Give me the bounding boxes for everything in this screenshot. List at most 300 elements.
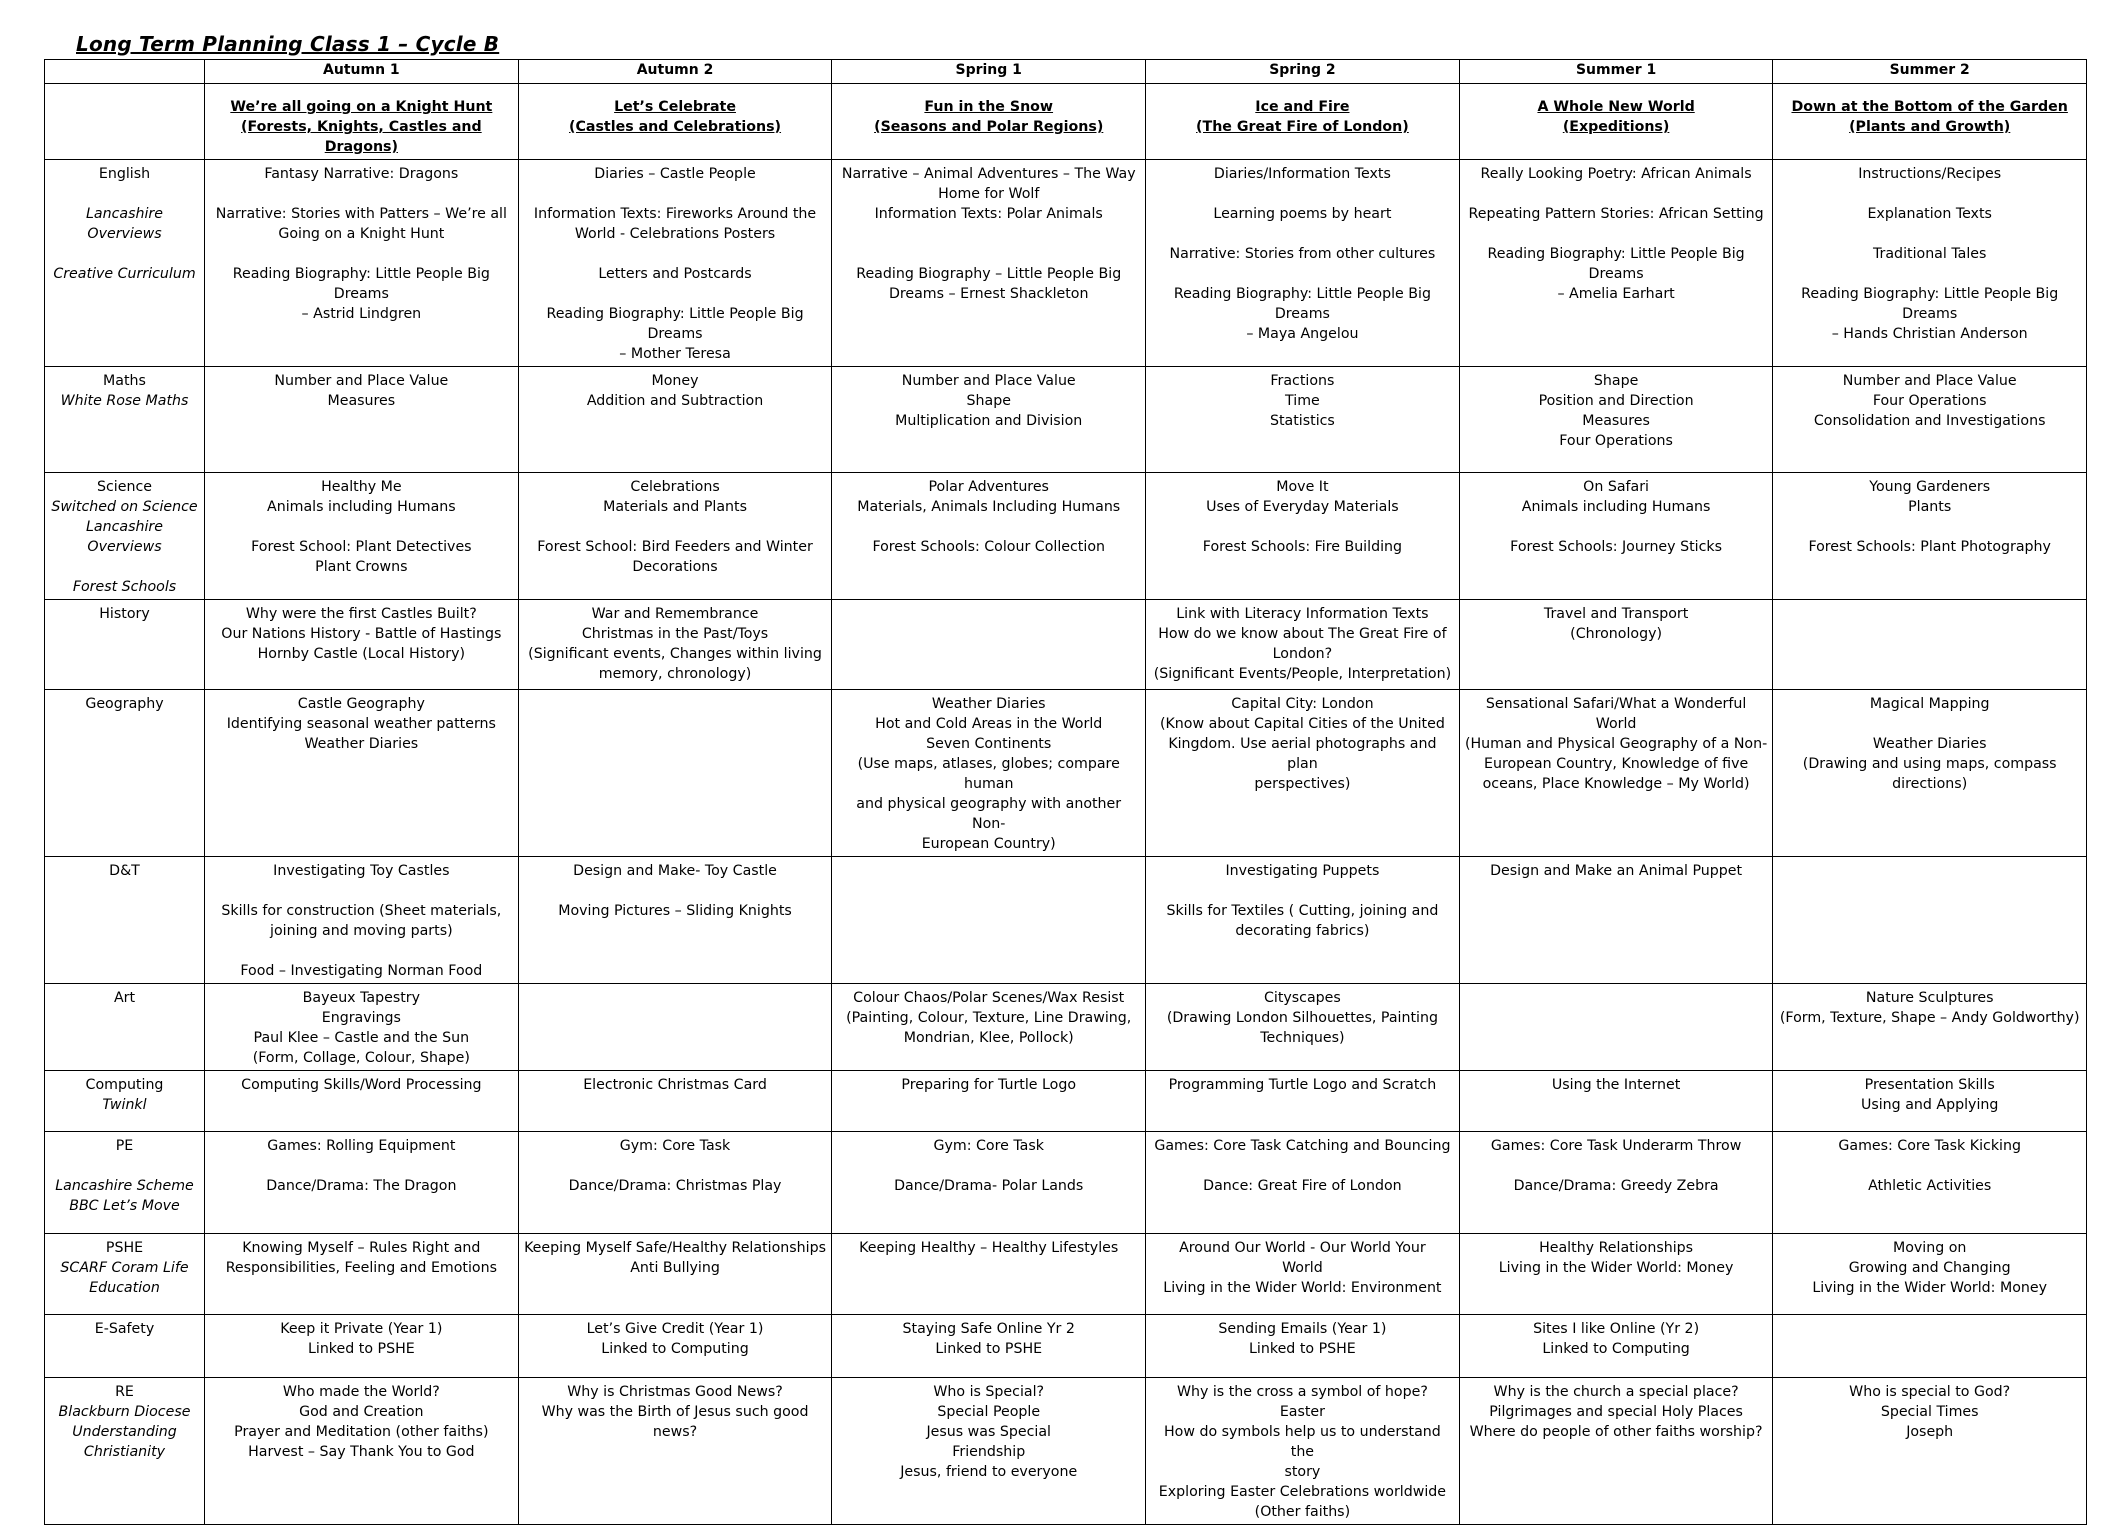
plan-cell-line: Narrative: Stories with Patters – We’re all	[215, 206, 507, 222]
subject-row	[45, 984, 2087, 1071]
plan-cell	[1773, 1315, 2087, 1378]
plan-cell-line: Who is Special?	[933, 1384, 1045, 1400]
plan-cell	[1773, 473, 2087, 600]
plan-cell-line: Christmas in the Past/Toys	[581, 626, 769, 642]
subject-subtitle: Switched on Science	[51, 499, 198, 515]
subject-row	[45, 367, 2087, 473]
theme-title: Ice and Fire	[1255, 99, 1350, 115]
plan-cell-line: (Significant Events/People, Interpretation)	[1153, 666, 1452, 682]
plan-cell-line: (Drawing and using maps, compass	[1802, 756, 2057, 772]
plan-cell-line: Information Texts: Fireworks Around the	[533, 206, 817, 222]
subject-name: PE	[115, 1138, 134, 1154]
plan-cell-line: Linked to Computing	[1542, 1341, 1690, 1357]
plan-cell-line: Uses of Everyday Materials	[1206, 499, 1399, 515]
line-gap	[837, 224, 1140, 244]
plan-cell	[832, 473, 1146, 600]
subject-subtitle: Understanding	[72, 1424, 177, 1440]
plan-cell-line: Knowing Myself – Rules Right and	[242, 1240, 481, 1256]
plan-cell	[1146, 1315, 1460, 1378]
plan-cell-line: oceans, Place Knowledge – My World)	[1482, 776, 1750, 792]
plan-cell-line: Capital City: London	[1231, 696, 1374, 712]
theme-title: A Whole New World	[1537, 99, 1695, 115]
plan-cell-line: European Country, Knowledge of five	[1483, 756, 1749, 772]
planning-table	[44, 59, 2087, 1525]
plan-cell-line: Linked to PSHE	[935, 1341, 1043, 1357]
plan-cell	[1146, 1132, 1460, 1234]
plan-cell	[1773, 1378, 2087, 1525]
plan-cell-line: Linked to Computing	[601, 1341, 749, 1357]
plan-cell-line: Traditional Tales	[1872, 246, 1987, 262]
plan-cell-line: Special People	[937, 1404, 1041, 1420]
plan-cell-line: Weather Diaries	[1872, 736, 1987, 752]
plan-cell-line: Shape	[1593, 373, 1639, 389]
plan-cell-line: Computing Skills/Word Processing	[241, 1077, 482, 1093]
plan-cell-line: Pilgrimages and special Holy Places	[1489, 1404, 1743, 1420]
plan-cell-line: Dreams – Ernest Shackleton	[888, 286, 1089, 302]
plan-cell-line: Four Operations	[1559, 433, 1673, 449]
theme-title: Fun in the Snow	[924, 99, 1054, 115]
plan-cell-line: (Drawing London Silhouettes, Painting	[1166, 1010, 1438, 1026]
plan-cell-line: Why is Christmas Good News?	[567, 1384, 783, 1400]
plan-cell-line: Reading Biography: Little People Big Dreams	[1801, 286, 2059, 322]
plan-cell-line: Colour Chaos/Polar Scenes/Wax Resist	[853, 990, 1125, 1006]
plan-cell-line: story	[1284, 1464, 1321, 1480]
plan-cell	[1146, 1071, 1460, 1132]
theme-title: (Expeditions)	[1562, 119, 1670, 135]
plan-cell-line: Weather Diaries	[931, 696, 1046, 712]
plan-cell-line: Forest Schools: Fire Building	[1202, 539, 1403, 555]
line-gap	[524, 881, 827, 901]
plan-cell-line: Dance/Drama: The Dragon	[266, 1178, 457, 1194]
plan-cell	[1773, 690, 2087, 857]
subject-row	[45, 690, 2087, 857]
plan-cell-line: On Safari	[1583, 479, 1650, 495]
plan-cell-line: Living in the Wider World: Money	[1498, 1260, 1734, 1276]
plan-cell-line: Information Texts: Polar Animals	[874, 206, 1103, 222]
plan-cell-line: Really Looking Poetry: African Animals	[1480, 166, 1752, 182]
plan-cell-line: Materials, Animals Including Humans	[857, 499, 1121, 515]
plan-cell	[1146, 857, 1460, 984]
term-header-row	[45, 60, 2087, 84]
line-gap	[210, 1156, 513, 1176]
subject-cell	[45, 600, 205, 690]
subject-subtitle: White Rose Maths	[60, 393, 189, 409]
plan-cell-line: Diaries/Information Texts	[1213, 166, 1391, 182]
plan-cell-line: Who made the World?	[282, 1384, 440, 1400]
plan-cell	[1146, 600, 1460, 690]
subject-row	[45, 600, 2087, 690]
plan-cell-line: memory, chronology)	[598, 666, 752, 682]
plan-cell-line: Special Times	[1880, 1404, 1979, 1420]
plan-cell	[832, 160, 1146, 367]
plan-cell	[832, 984, 1146, 1071]
plan-cell-line: Seven Continents	[926, 736, 1052, 752]
line-gap	[1151, 264, 1454, 284]
plan-cell	[1459, 160, 1773, 367]
line-gap	[524, 1156, 827, 1176]
plan-cell	[1773, 367, 2087, 473]
theme-title: We’re all going on a Knight Hunt	[230, 99, 493, 115]
line-gap	[50, 184, 199, 204]
subject-row	[45, 1234, 2087, 1315]
plan-cell	[205, 1378, 519, 1525]
plan-cell-line: Investigating Toy Castles	[273, 863, 450, 879]
plan-cell-line: Friendship	[952, 1444, 1026, 1460]
theme-cell	[1773, 84, 2087, 160]
line-gap	[1778, 264, 2081, 284]
plan-cell	[832, 1234, 1146, 1315]
subject-cell	[45, 367, 205, 473]
plan-cell-line: Link with Literacy Information Texts	[1176, 606, 1429, 622]
plan-cell-line: Skills for construction (Sheet materials,	[221, 903, 502, 919]
plan-cell	[1146, 984, 1460, 1071]
line-gap	[50, 557, 199, 577]
subject-cell	[45, 1132, 205, 1234]
plan-cell-line: Athletic Activities	[1868, 1178, 1992, 1194]
plan-cell-line: (Significant events, Changes within living	[528, 646, 822, 662]
plan-cell	[832, 367, 1146, 473]
plan-cell-line: Hot and Cold Areas in the World	[875, 716, 1103, 732]
plan-cell-line: Instructions/Recipes	[1858, 166, 2002, 182]
plan-cell-line: Food – Investigating Norman Food	[240, 963, 483, 979]
plan-cell	[1773, 1071, 2087, 1132]
term-header: Autumn 2	[518, 60, 832, 84]
line-gap	[1151, 184, 1454, 204]
line-gap	[1151, 224, 1454, 244]
plan-cell-line: Measures	[327, 393, 396, 409]
subject-name: History	[99, 606, 150, 622]
plan-cell-line: European Country)	[921, 836, 1056, 852]
plan-cell-line: (Use maps, atlases, globes; compare human	[857, 756, 1120, 792]
page-title: Long Term Planning Class 1 – Cycle B	[76, 32, 500, 56]
plan-cell-line: War and Remembrance	[591, 606, 759, 622]
plan-cell-line: Cityscapes	[1263, 990, 1341, 1006]
plan-cell	[205, 1071, 519, 1132]
plan-cell-line: Young Gardeners	[1869, 479, 1991, 495]
plan-cell-line: Games: Core Task Underarm Throw	[1490, 1138, 1742, 1154]
plan-cell-line: Skills for Textiles ( Cutting, joining and	[1166, 903, 1439, 919]
plan-cell	[205, 1315, 519, 1378]
plan-cell	[1773, 600, 2087, 690]
subject-cell	[45, 857, 205, 984]
plan-cell-line: decorating fabrics)	[1235, 923, 1370, 939]
plan-cell-line: Engravings	[321, 1010, 401, 1026]
plan-cell-line: (Chronology)	[1570, 626, 1663, 642]
plan-cell-line: Position and Direction	[1538, 393, 1694, 409]
plan-cell-line: Keeping Myself Safe/Healthy Relationships	[524, 1240, 826, 1256]
subject-row	[45, 473, 2087, 600]
plan-cell	[1773, 160, 2087, 367]
plan-cell-line: Jesus was Special	[926, 1424, 1051, 1440]
plan-cell	[518, 367, 832, 473]
plan-cell-line: Gym: Core Task	[619, 1138, 731, 1154]
plan-cell-line: (Other faiths)	[1254, 1504, 1351, 1520]
plan-cell-line: Mondrian, Klee, Pollock)	[903, 1030, 1074, 1046]
plan-cell-line: – Mother Teresa	[619, 346, 731, 362]
plan-cell-line: Growing and Changing	[1848, 1260, 2011, 1276]
plan-cell-line: news?	[652, 1424, 698, 1440]
plan-cell-line: Measures	[1582, 413, 1650, 429]
plan-cell-line: Addition and Subtraction	[586, 393, 764, 409]
plan-cell	[205, 600, 519, 690]
theme-title: Down at the Bottom of the Garden	[1791, 99, 2068, 115]
plan-cell	[832, 1071, 1146, 1132]
plan-cell-line: Nature Sculptures	[1865, 990, 1994, 1006]
plan-cell	[205, 160, 519, 367]
plan-cell	[1459, 857, 1773, 984]
plan-cell-line: Moving Pictures – Sliding Knights	[558, 903, 792, 919]
plan-cell-line: Fractions	[1270, 373, 1335, 389]
plan-cell-line: Keep it Private (Year 1)	[280, 1321, 443, 1337]
plan-cell-line: Sending Emails (Year 1)	[1218, 1321, 1387, 1337]
plan-cell-line: Consolidation and Investigations	[1813, 413, 2046, 429]
plan-cell-line: Living in the Wider World: Environment	[1163, 1280, 1442, 1296]
plan-cell-line: Sensational Safari/What a Wonderful	[1485, 696, 1747, 712]
subject-subtitle: Education	[89, 1280, 160, 1296]
subject-row	[45, 857, 2087, 984]
plan-cell-line: Home for Wolf	[938, 186, 1040, 202]
plan-cell-line: Techniques)	[1260, 1030, 1345, 1046]
plan-cell	[518, 1132, 832, 1234]
plan-cell-line: Sites I like Online (Yr 2)	[1533, 1321, 1700, 1337]
theme-title: (Seasons and Polar Regions)	[874, 119, 1104, 135]
plan-cell-line: Diaries – Castle People	[594, 166, 756, 182]
line-gap	[1465, 184, 1768, 204]
plan-cell	[1459, 1378, 1773, 1525]
plan-cell-line: Statistics	[1269, 413, 1335, 429]
plan-cell-line: perspectives)	[1254, 776, 1351, 792]
subject-cell	[45, 984, 205, 1071]
plan-cell	[1459, 600, 1773, 690]
plan-cell-line: Healthy Me	[321, 479, 402, 495]
plan-cell-line: Fantasy Narrative: Dragons	[264, 166, 459, 182]
subject-subtitle: SCARF Coram Life	[60, 1260, 189, 1276]
line-gap	[837, 1156, 1140, 1176]
plan-cell-line: Where do people of other faiths worship?	[1469, 1424, 1763, 1440]
plan-cell-line: Dance/Drama: Christmas Play	[568, 1178, 782, 1194]
plan-cell-line: How do symbols help us to understand the	[1163, 1424, 1441, 1460]
term-header: Spring 1	[832, 60, 1146, 84]
plan-cell	[205, 367, 519, 473]
plan-cell-line: Staying Safe Online Yr 2	[902, 1321, 1075, 1337]
plan-cell-line: Animals including Humans	[267, 499, 456, 515]
subject-subtitle: Forest Schools	[72, 579, 177, 595]
line-gap	[1778, 184, 2081, 204]
line-gap	[524, 517, 827, 537]
plan-cell	[518, 1234, 832, 1315]
theme-cell	[832, 84, 1146, 160]
plan-cell-line: How do we know about The Great Fire of	[1158, 626, 1447, 642]
plan-cell-line: Electronic Christmas Card	[583, 1077, 767, 1093]
plan-cell-line: Why is the church a special place?	[1493, 1384, 1739, 1400]
plan-cell-line: (Form, Collage, Colour, Shape)	[252, 1050, 470, 1066]
line-gap	[1778, 224, 2081, 244]
plan-cell-line: Anti Bullying	[630, 1260, 720, 1276]
plan-cell-line: Why was the Birth of Jesus such good	[541, 1404, 809, 1420]
plan-cell-line: World	[1595, 716, 1637, 732]
line-gap	[1465, 517, 1768, 537]
plan-cell-line: Games: Core Task Catching and Bouncing	[1154, 1138, 1451, 1154]
plan-cell-line: Exploring Easter Celebrations worldwide	[1158, 1484, 1447, 1500]
plan-cell	[1459, 1132, 1773, 1234]
plan-cell-line: Repeating Pattern Stories: African Setting	[1468, 206, 1764, 222]
plan-cell-line: Explanation Texts	[1867, 206, 1992, 222]
theme-row	[45, 84, 2087, 160]
subject-subtitle: Creative Curriculum	[53, 266, 196, 282]
plan-cell-line: Shape	[966, 393, 1011, 409]
plan-cell-line: Learning poems by heart	[1213, 206, 1392, 222]
plan-cell-line: Let’s Give Credit (Year 1)	[586, 1321, 764, 1337]
term-header: Autumn 1	[205, 60, 519, 84]
plan-cell-line: Number and Place Value	[274, 373, 449, 389]
subject-cell	[45, 690, 205, 857]
subject-cell	[45, 160, 205, 367]
plan-cell	[1459, 1315, 1773, 1378]
plan-cell-line: Prayer and Meditation (other faiths)	[234, 1424, 489, 1440]
subject-subtitle: Christianity	[83, 1444, 166, 1460]
plan-cell	[1146, 690, 1460, 857]
theme-cell	[1146, 84, 1460, 160]
line-gap	[837, 244, 1140, 264]
plan-cell-line: Why is the cross a symbol of hope?	[1176, 1384, 1428, 1400]
theme-title: (Plants and Growth)	[1849, 119, 2011, 135]
plan-cell	[832, 1378, 1146, 1525]
subject-name: Geography	[85, 696, 164, 712]
plan-cell-line: Materials and Plants	[603, 499, 747, 515]
plan-cell-line: Our Nations History - Battle of Hastings	[221, 626, 502, 642]
plan-cell	[205, 1234, 519, 1315]
theme-cell	[205, 84, 519, 160]
plan-cell-line: Programming Turtle Logo and Scratch	[1168, 1077, 1437, 1093]
plan-cell-line: Paul Klee – Castle and the Sun	[253, 1030, 470, 1046]
plan-cell-line: (Painting, Colour, Texture, Line Drawing,	[846, 1010, 1132, 1026]
plan-cell-line: Forest School: Bird Feeders and Winter	[537, 539, 813, 555]
subject-row	[45, 1378, 2087, 1525]
plan-cell-line: Using the Internet	[1551, 1077, 1681, 1093]
subject-name: English	[98, 166, 151, 182]
plan-cell-line: Forest Schools: Journey Sticks	[1510, 539, 1722, 555]
plan-cell-line: Celebrations	[630, 479, 720, 495]
line-gap	[210, 184, 513, 204]
plan-cell	[518, 857, 832, 984]
plan-cell	[518, 1315, 832, 1378]
subject-name: D&T	[109, 863, 140, 879]
plan-cell	[832, 600, 1146, 690]
plan-cell-line: Identifying seasonal weather patterns	[226, 716, 496, 732]
plan-cell-line: Forest School: Plant Detectives	[251, 539, 472, 555]
line-gap	[50, 1156, 199, 1176]
line-gap	[210, 941, 513, 961]
line-gap	[1778, 517, 2081, 537]
plan-cell-line: – Hands Christian Anderson	[1831, 326, 2028, 342]
plan-cell-line: Reading Biography: Little People Big Dreams	[232, 266, 490, 302]
term-header: Spring 2	[1146, 60, 1460, 84]
plan-cell-line: Magical Mapping	[1869, 696, 1990, 712]
plan-cell	[1146, 367, 1460, 473]
plan-cell-line: Hornby Castle (Local History)	[257, 646, 466, 662]
plan-cell-line: (Human and Physical Geography of a Non-	[1464, 736, 1768, 752]
plan-cell-line: Forest Schools: Plant Photography	[1808, 539, 2051, 555]
subject-name: RE	[115, 1384, 134, 1400]
plan-cell-line: Responsibilities, Feeling and Emotions	[225, 1260, 497, 1276]
line-gap	[524, 284, 827, 304]
plan-cell-line: (Know about Capital Cities of the United	[1159, 716, 1445, 732]
plan-cell-line: Keeping Healthy – Healthy Lifestyles	[859, 1240, 1119, 1256]
plan-cell-line: Linked to PSHE	[307, 1341, 415, 1357]
subject-cell	[45, 1315, 205, 1378]
plan-cell-line: Multiplication and Division	[895, 413, 1083, 429]
plan-cell	[205, 1132, 519, 1234]
subject-name: PSHE	[105, 1240, 144, 1256]
plan-cell-line: Castle Geography	[297, 696, 425, 712]
plan-cell-line: directions)	[1892, 776, 1968, 792]
plan-cell-line: Jesus, friend to everyone	[900, 1464, 1078, 1480]
plan-cell	[1459, 367, 1773, 473]
line-gap	[1151, 1156, 1454, 1176]
plan-cell	[518, 160, 832, 367]
plan-cell	[1773, 1132, 2087, 1234]
plan-cell-line: Joseph	[1906, 1424, 1954, 1440]
plan-cell-line: Narrative: Stories from other cultures	[1169, 246, 1436, 262]
plan-cell-line: London?	[1272, 646, 1333, 662]
subject-name: E-Safety	[94, 1321, 155, 1337]
plan-cell-line: Four Operations	[1872, 393, 1987, 409]
subject-subtitle: Twinkl	[102, 1097, 147, 1113]
plan-cell-line: Kingdom. Use aerial photographs and plan	[1168, 736, 1437, 772]
plan-cell-line: Around Our World - Our World Your	[1179, 1240, 1426, 1256]
subject-row	[45, 1132, 2087, 1234]
theme-title: Let’s Celebrate	[614, 99, 736, 115]
plan-cell	[1146, 160, 1460, 367]
plan-cell-line: Number and Place Value	[1842, 373, 2017, 389]
plan-cell	[1773, 857, 2087, 984]
plan-cell	[518, 1071, 832, 1132]
plan-cell	[1459, 984, 1773, 1071]
plan-cell	[518, 473, 832, 600]
subject-row	[45, 1071, 2087, 1132]
plan-cell	[1773, 984, 2087, 1071]
term-header: Summer 2	[1773, 60, 2087, 84]
theme-cell	[518, 84, 832, 160]
plan-cell	[1146, 1378, 1460, 1525]
plan-cell-line: Move It	[1276, 479, 1329, 495]
plan-cell-line: Reading Biography: Little People Big Dreams	[1173, 286, 1431, 322]
subject-subtitle: Lancashire Scheme	[55, 1178, 194, 1194]
plan-cell-line: Bayeux Tapestry	[302, 990, 421, 1006]
plan-cell	[518, 690, 832, 857]
theme-title: (Forests, Knights, Castles and Dragons)	[241, 119, 482, 155]
plan-cell-line: Time	[1285, 393, 1320, 409]
subject-name: Science	[97, 479, 152, 495]
theme-title: (The Great Fire of London)	[1196, 119, 1409, 135]
subject-name: Maths	[103, 373, 146, 389]
plan-cell-line: Harvest – Say Thank You to God	[248, 1444, 475, 1460]
plan-cell	[518, 1378, 832, 1525]
line-gap	[1151, 517, 1454, 537]
line-gap	[524, 244, 827, 264]
plan-cell-line: – Maya Angelou	[1246, 326, 1359, 342]
plan-cell-line: Linked to PSHE	[1249, 1341, 1356, 1357]
plan-cell-line: Easter	[1279, 1404, 1325, 1420]
plan-cell-line: Dance/Drama: Greedy Zebra	[1513, 1178, 1719, 1194]
plan-cell-line: Travel and Transport	[1543, 606, 1689, 622]
line-gap	[1465, 224, 1768, 244]
plan-cell-line: Weather Diaries	[304, 736, 419, 752]
plan-cell	[832, 690, 1146, 857]
plan-cell-line: Animals including Humans	[1521, 499, 1711, 515]
subject-subtitle: Overviews	[87, 226, 162, 242]
plan-cell	[1146, 1234, 1460, 1315]
